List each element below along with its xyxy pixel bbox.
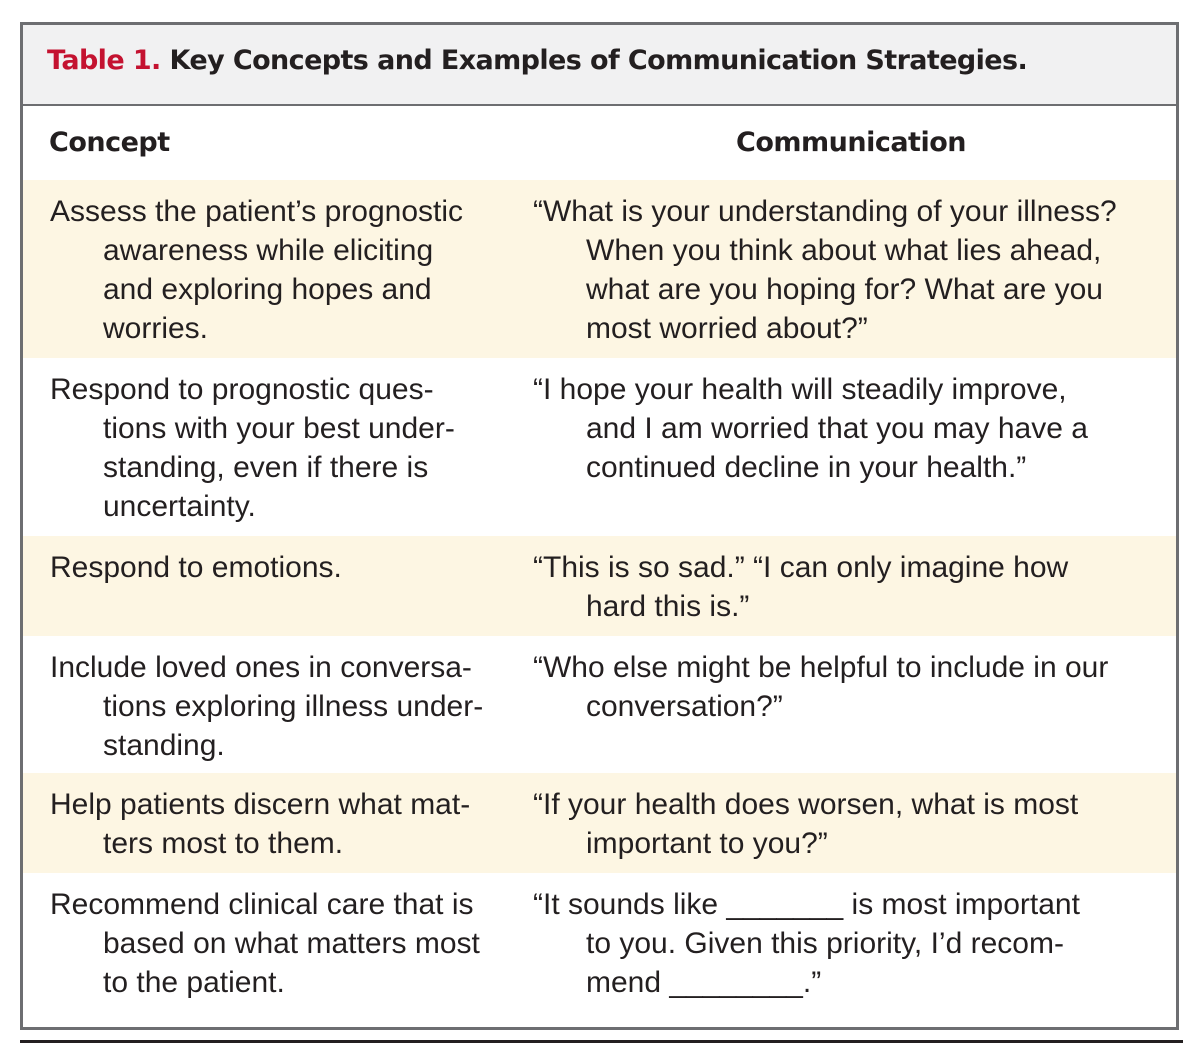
concept-line: and exploring hopes and	[103, 273, 432, 306]
communication-line: and I am worried that you may have a	[586, 412, 1088, 445]
communication-line: hard this is.”	[586, 590, 750, 623]
concept-cell	[50, 785, 470, 863]
table-row	[23, 536, 1176, 636]
concept-line: worries.	[103, 312, 209, 345]
communication-line: “Who else might be helpful to include in our	[533, 651, 1109, 684]
table-row	[23, 358, 1176, 536]
concept-line: awareness while eliciting	[103, 234, 434, 267]
concept-cell	[50, 548, 342, 587]
table-title-text: Key Concepts and Examples of Communication Strategies.	[169, 45, 1028, 76]
column-header-communication: Communication	[736, 127, 966, 158]
table-row	[23, 773, 1176, 873]
concept-line: Include loved ones in conversa-	[50, 651, 472, 684]
concept-line: ters most to them.	[103, 827, 344, 860]
concept-line: Respond to emotions.	[50, 551, 342, 584]
communication-line: continued decline in your health.”	[586, 451, 1027, 484]
concept-line: tions exploring illness under-	[103, 690, 484, 723]
communication-line: “What is your understanding of your illness?	[533, 195, 1117, 228]
concept-line: standing.	[103, 729, 225, 762]
communication-cell	[533, 648, 1108, 726]
table-label: Table 1.	[47, 45, 161, 76]
concept-cell	[50, 648, 483, 765]
table-frame	[20, 22, 1179, 1030]
concept-line: Recommend clinical care that is	[50, 888, 474, 921]
communication-line: most worried about?”	[586, 312, 868, 345]
communication-line: mend ________.”	[586, 966, 822, 999]
table-row	[23, 873, 1176, 1023]
concept-line: to the patient.	[103, 966, 285, 999]
concept-line: uncertainty.	[103, 490, 256, 523]
concept-cell	[50, 885, 480, 1002]
communication-line: to you. Given this priority, I’d recom-	[586, 927, 1064, 960]
communication-line: When you think about what lies ahead,	[586, 234, 1102, 267]
concept-line: Assess the patient’s prognostic	[50, 195, 464, 228]
concept-line: tions with your best under-	[103, 412, 455, 445]
communication-line: “I hope your health will steadily improve,	[533, 373, 1067, 406]
concept-cell	[50, 192, 463, 348]
communication-cell	[533, 785, 1078, 863]
communication-line: “This is so sad.” “I can only imagine how	[533, 551, 1069, 584]
concept-line: standing, even if there is	[103, 451, 429, 484]
column-header-concept: Concept	[49, 127, 170, 158]
concept-line: Respond to prognostic ques-	[50, 373, 434, 406]
table-title-bar	[23, 25, 1176, 106]
concept-line: Help patients discern what mat-	[50, 788, 471, 821]
bottom-rule	[20, 1040, 1183, 1043]
communication-line: “It sounds like _______ is most important	[533, 888, 1080, 921]
table-row	[23, 180, 1176, 358]
concept-cell	[50, 370, 455, 526]
table-title	[47, 45, 1027, 76]
concept-line: based on what matters most	[103, 927, 480, 960]
communication-cell	[533, 548, 1068, 626]
communication-line: what are you hoping for? What are you	[586, 273, 1103, 306]
communication-line: conversation?”	[586, 690, 783, 723]
communication-cell	[533, 885, 1080, 1002]
table-row	[23, 636, 1176, 773]
communication-line: “If your health does worsen, what is most	[533, 788, 1079, 821]
communication-cell	[533, 192, 1117, 348]
communication-line: important to you?”	[586, 827, 828, 860]
communication-cell	[533, 370, 1088, 487]
